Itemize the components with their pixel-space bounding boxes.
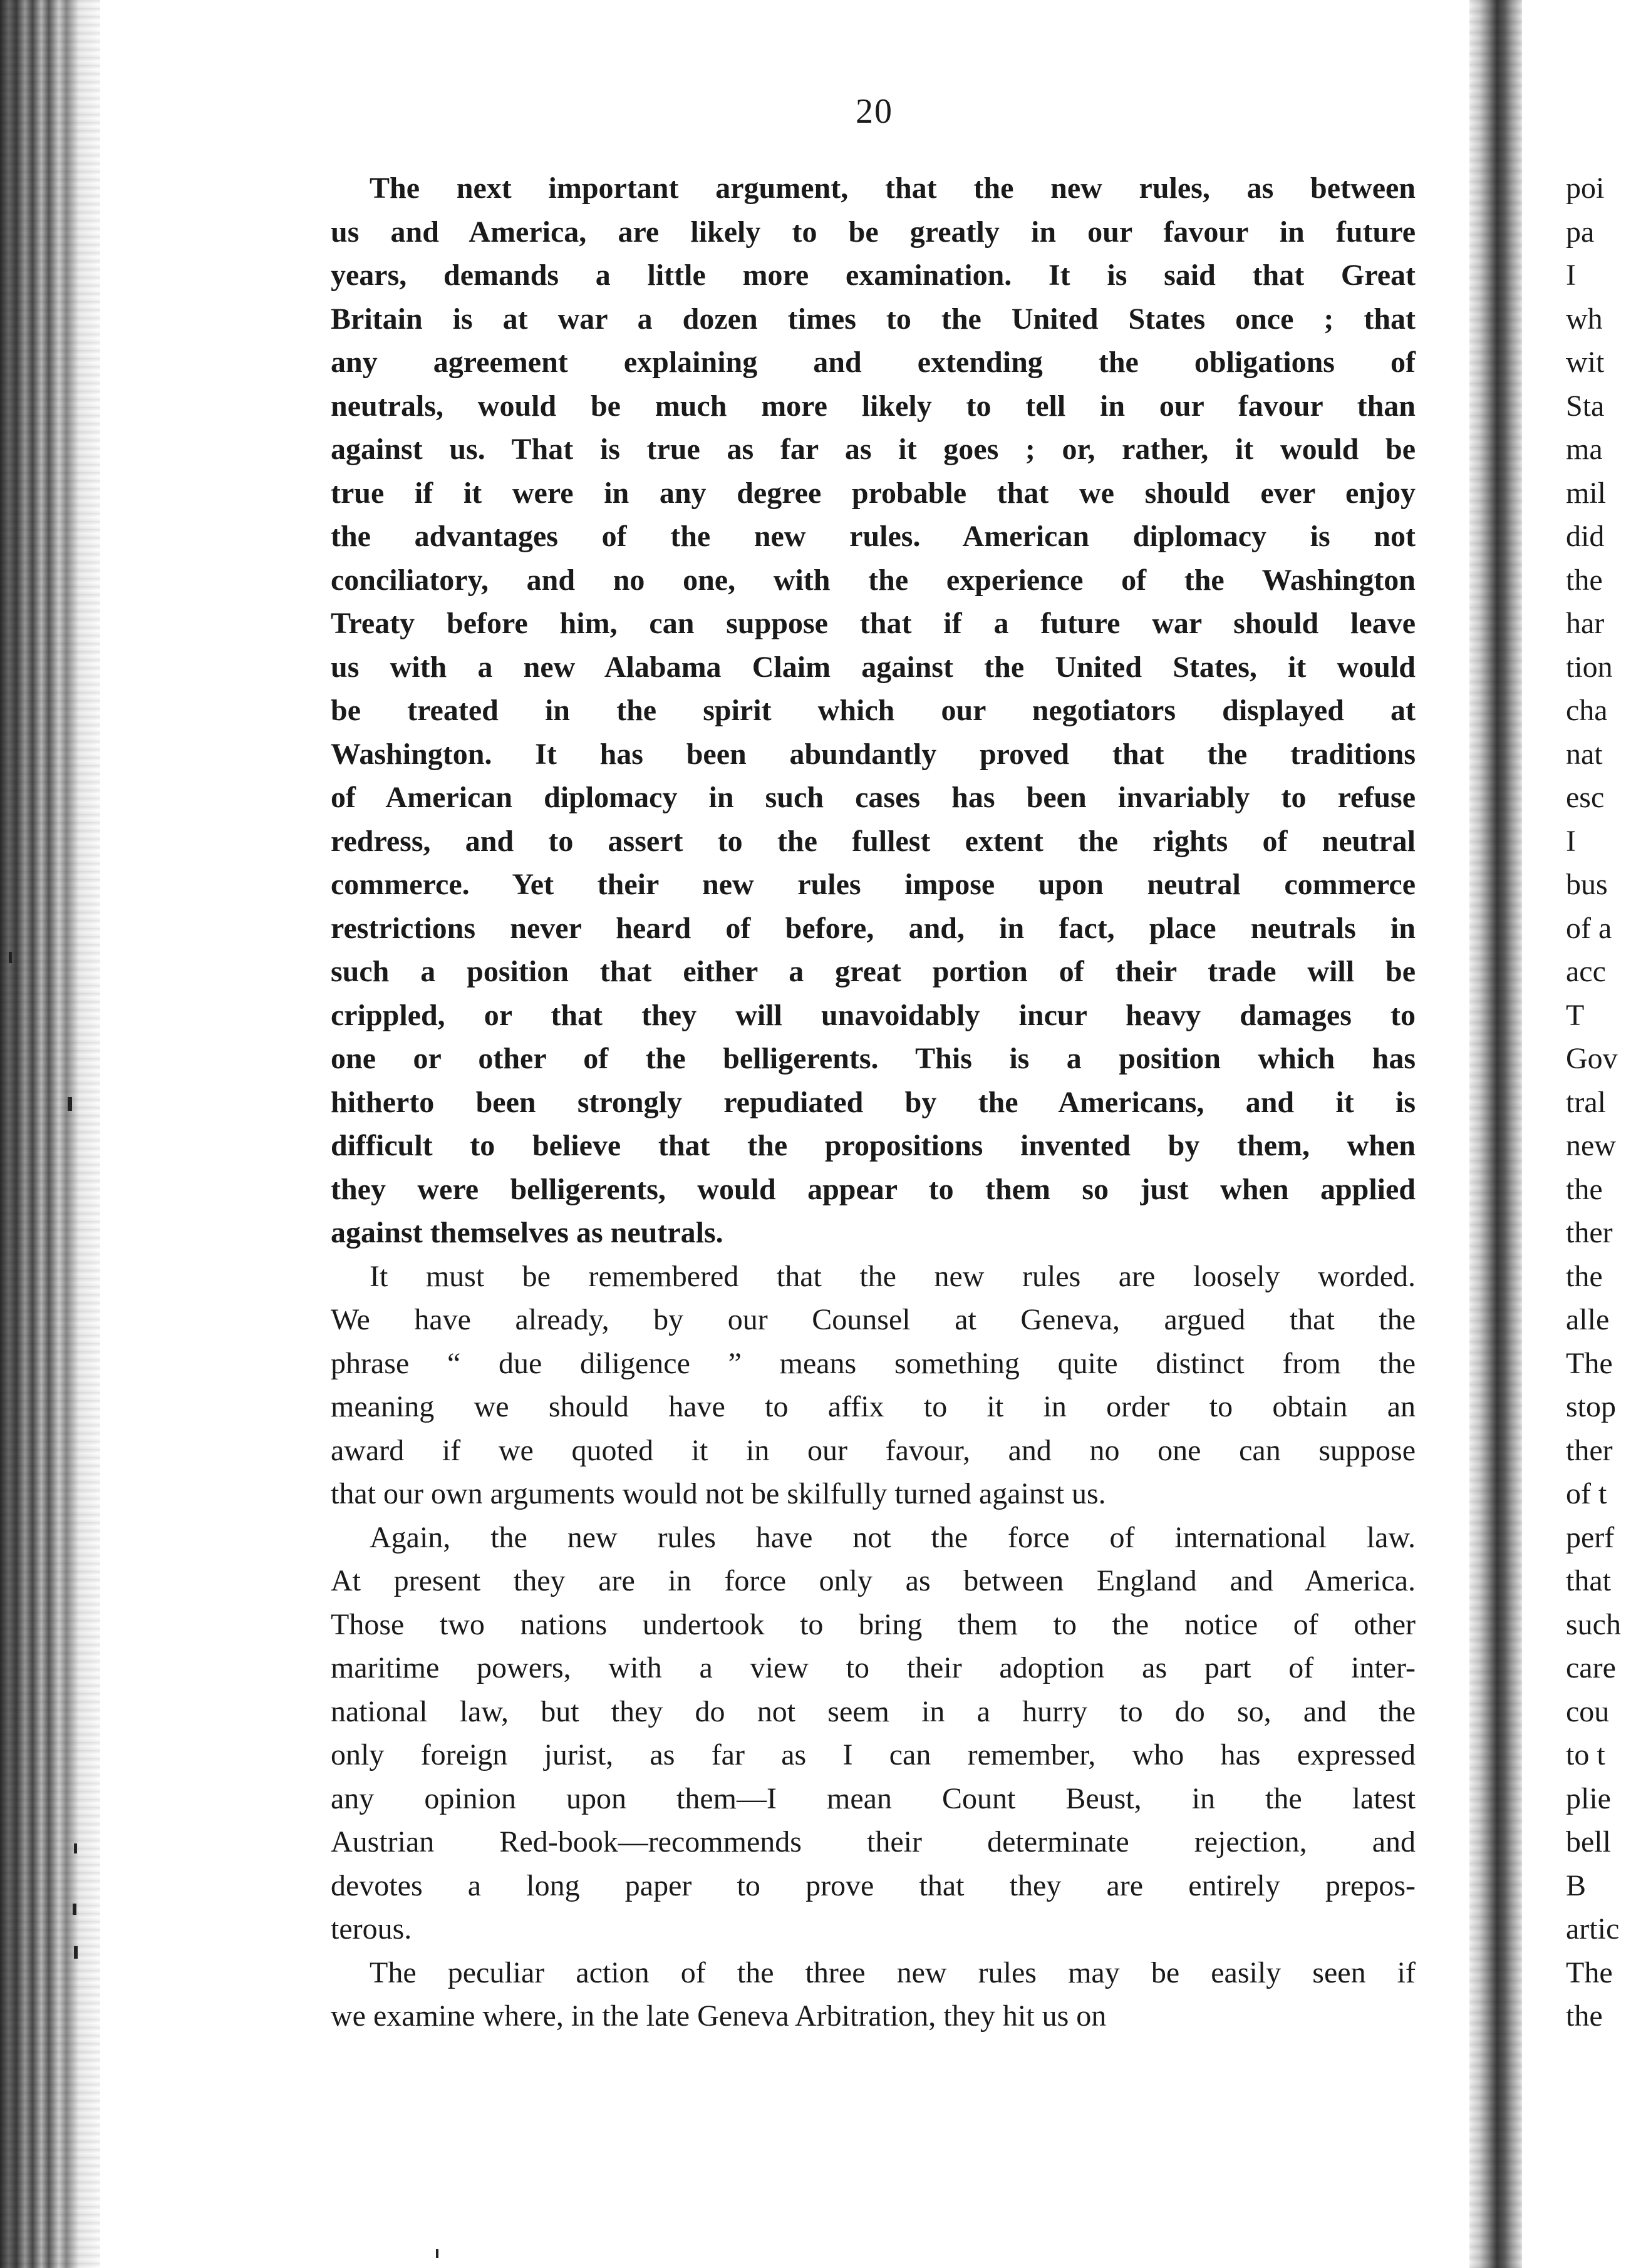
facing-page-fragment: B [1566, 1869, 1587, 1902]
text-line: At present they are in force only as between England and America. [331, 1564, 1416, 1597]
text-line: We have already, by our Counsel at Geneva, argued that the [331, 1303, 1416, 1336]
facing-page-fragment: stop [1566, 1390, 1617, 1423]
text-line: the advantages of the new rules. American diplomacy is not [331, 520, 1416, 553]
text-line: national law, but they do not seem in a hurry to do so, and the [331, 1694, 1416, 1728]
facing-page-fragment: plie [1566, 1781, 1611, 1815]
text-line: Treaty before him, can suppose that if a future war should leave [331, 607, 1416, 640]
facing-page-fragment: alle [1566, 1303, 1610, 1336]
page-number: 20 [856, 92, 893, 131]
text-line: Again, the new rules have not the force of international law. [370, 1520, 1416, 1554]
text-line: any opinion upon them—I mean Count Beust, in the latest [331, 1781, 1416, 1815]
text-line: restrictions never heard of before, and, in fact, place neutrals in [331, 911, 1416, 945]
facing-page-fragment: the [1566, 1259, 1603, 1293]
margin-mark [74, 1946, 78, 1959]
facing-page-fragment: acc [1566, 955, 1606, 988]
facing-page-fragment: such [1566, 1607, 1621, 1641]
text-line: such a position that either a great portion of their trade will be [331, 955, 1416, 988]
left-page-binding [0, 0, 100, 2268]
text-line: The next important argument, that the new rules, as between [370, 172, 1416, 205]
text-line: difficult to believe that the propositions invented by them, when [331, 1129, 1416, 1162]
facing-page-fragment: pa [1566, 215, 1595, 249]
margin-mark [73, 1904, 76, 1915]
text-line: they were belligerents, would appear to them so just when applied [331, 1172, 1416, 1206]
text-line: we examine where, in the late Geneva Arbitration, they hit us on [331, 1999, 1107, 2033]
facing-page-fragment: I [1566, 259, 1576, 292]
text-line: Those two nations undertook to bring them to the notice of other [331, 1607, 1416, 1641]
text-line: years, demands a little more examination. It is said that Great [331, 259, 1416, 292]
facing-page-fragment: the [1566, 1172, 1603, 1206]
text-line: Washington. It has been abundantly proved that the traditions [331, 737, 1416, 771]
facing-page-fragment: perf [1566, 1520, 1615, 1554]
text-line: crippled, or that they will unavoidably incur heavy damages to [331, 998, 1416, 1032]
text-line: that our own arguments would not be skilfully turned against us. [331, 1477, 1106, 1510]
main-text-column [331, 167, 1416, 2038]
facing-page-fragment: nat [1566, 737, 1603, 771]
facing-page-fragment: bus [1566, 868, 1608, 901]
facing-page-fragment: The [1566, 1346, 1613, 1380]
paragraph [331, 1255, 1416, 1516]
margin-mark [68, 1097, 72, 1111]
text-line: maritime powers, with a view to their adoption as part of inter- [331, 1651, 1416, 1684]
text-line: against us. That is true as far as it goes ; or, rather, it would be [331, 433, 1416, 466]
facing-page-fragment: that [1566, 1564, 1611, 1597]
text-line: only foreign jurist, as far as I can remember, who has expressed [331, 1738, 1416, 1771]
center-gutter [1469, 0, 1522, 2268]
facing-page-fragment: artic [1566, 1912, 1620, 1946]
facing-page-fragment: T [1566, 998, 1585, 1032]
text-line: us and America, are likely to be greatly in our favour in future [331, 215, 1416, 249]
facing-page-fragment: ther [1566, 1433, 1613, 1467]
paragraph [331, 1951, 1416, 2038]
text-line: award if we quoted it in our favour, and no one can suppose [331, 1433, 1416, 1467]
facing-page-fragment: did [1566, 520, 1605, 553]
text-line: devotes a long paper to prove that they are entirely prepos- [331, 1869, 1416, 1902]
facing-page-fragment: Sta [1566, 389, 1605, 423]
text-line: Britain is at war a dozen times to the United States once ; that [331, 302, 1416, 336]
facing-page-fragment: poi [1566, 172, 1605, 205]
facing-page-fragment: cou [1566, 1694, 1610, 1728]
text-line: It must be remembered that the new rules are loosely worded. [370, 1259, 1416, 1293]
text-line: us with a new Alabama Claim against the United States, it would [331, 650, 1416, 684]
facing-page-fragment: tion [1566, 650, 1613, 684]
facing-page-fragment: ma [1566, 433, 1603, 466]
text-line: true if it were in any degree probable that we should ever enjoy [331, 476, 1416, 510]
text-line: terous. [331, 1912, 412, 1946]
text-line: phrase “ due diligence ” means something quite distinct from the [331, 1346, 1416, 1380]
facing-page-fragment: care [1566, 1651, 1616, 1684]
facing-page-fragment: The [1566, 1956, 1613, 1989]
text-line: any agreement explaining and extending the obligations of [331, 346, 1416, 379]
facing-page-fragment: mil [1566, 476, 1607, 510]
facing-page-fragment: of t [1566, 1477, 1607, 1510]
text-line: hitherto been strongly repudiated by the Americans, and it is [331, 1085, 1416, 1119]
facing-page-fragment: tral [1566, 1085, 1606, 1119]
text-line: be treated in the spirit which our negotiators displayed at [331, 694, 1416, 727]
paragraph [331, 1516, 1416, 1951]
facing-page-fragment: wit [1566, 346, 1605, 379]
paragraph [331, 167, 1416, 1255]
facing-page-fragment: cha [1566, 694, 1608, 727]
facing-page-fragment: wh [1566, 302, 1603, 336]
margin-mark [74, 1843, 77, 1853]
text-line: Austrian Red-book—recommends their determinate rejection, and [331, 1825, 1416, 1858]
facing-page-fragment: ther [1566, 1216, 1613, 1249]
facing-page-fragment: to t [1566, 1738, 1605, 1771]
facing-page-fragment: har [1566, 607, 1605, 640]
text-line: conciliatory, and no one, with the experience of the Washington [331, 563, 1416, 597]
facing-page-fragment: new [1566, 1129, 1616, 1162]
text-line: meaning we should have to affix to it in order to obtain an [331, 1390, 1416, 1423]
facing-page-fragment: Gov [1566, 1042, 1618, 1075]
text-line: neutrals, would be much more likely to tell in our favour than [331, 389, 1416, 423]
facing-page-fragment: the [1566, 563, 1603, 597]
facing-page-fragment: of a [1566, 911, 1612, 945]
facing-page-fragments [1566, 167, 1626, 2170]
facing-page-fragment: I [1566, 824, 1576, 858]
text-line: against themselves as neutrals. [331, 1216, 723, 1249]
text-line: of American diplomacy in such cases has been invariably to refuse [331, 781, 1416, 814]
facing-page-fragment: the [1566, 1999, 1603, 2033]
text-line: The peculiar action of the three new rules may be easily seen if [370, 1956, 1416, 1989]
text-line: commerce. Yet their new rules impose upon neutral commerce [331, 868, 1416, 901]
text-line: one or other of the belligerents. This is a position which has [331, 1042, 1416, 1075]
margin-mark [9, 952, 12, 963]
facing-page-fragment: bell [1566, 1825, 1611, 1858]
facing-page-fragment: esc [1566, 781, 1605, 814]
text-line: redress, and to assert to the fullest extent the rights of neutral [331, 824, 1416, 858]
margin-mark [436, 2249, 438, 2258]
